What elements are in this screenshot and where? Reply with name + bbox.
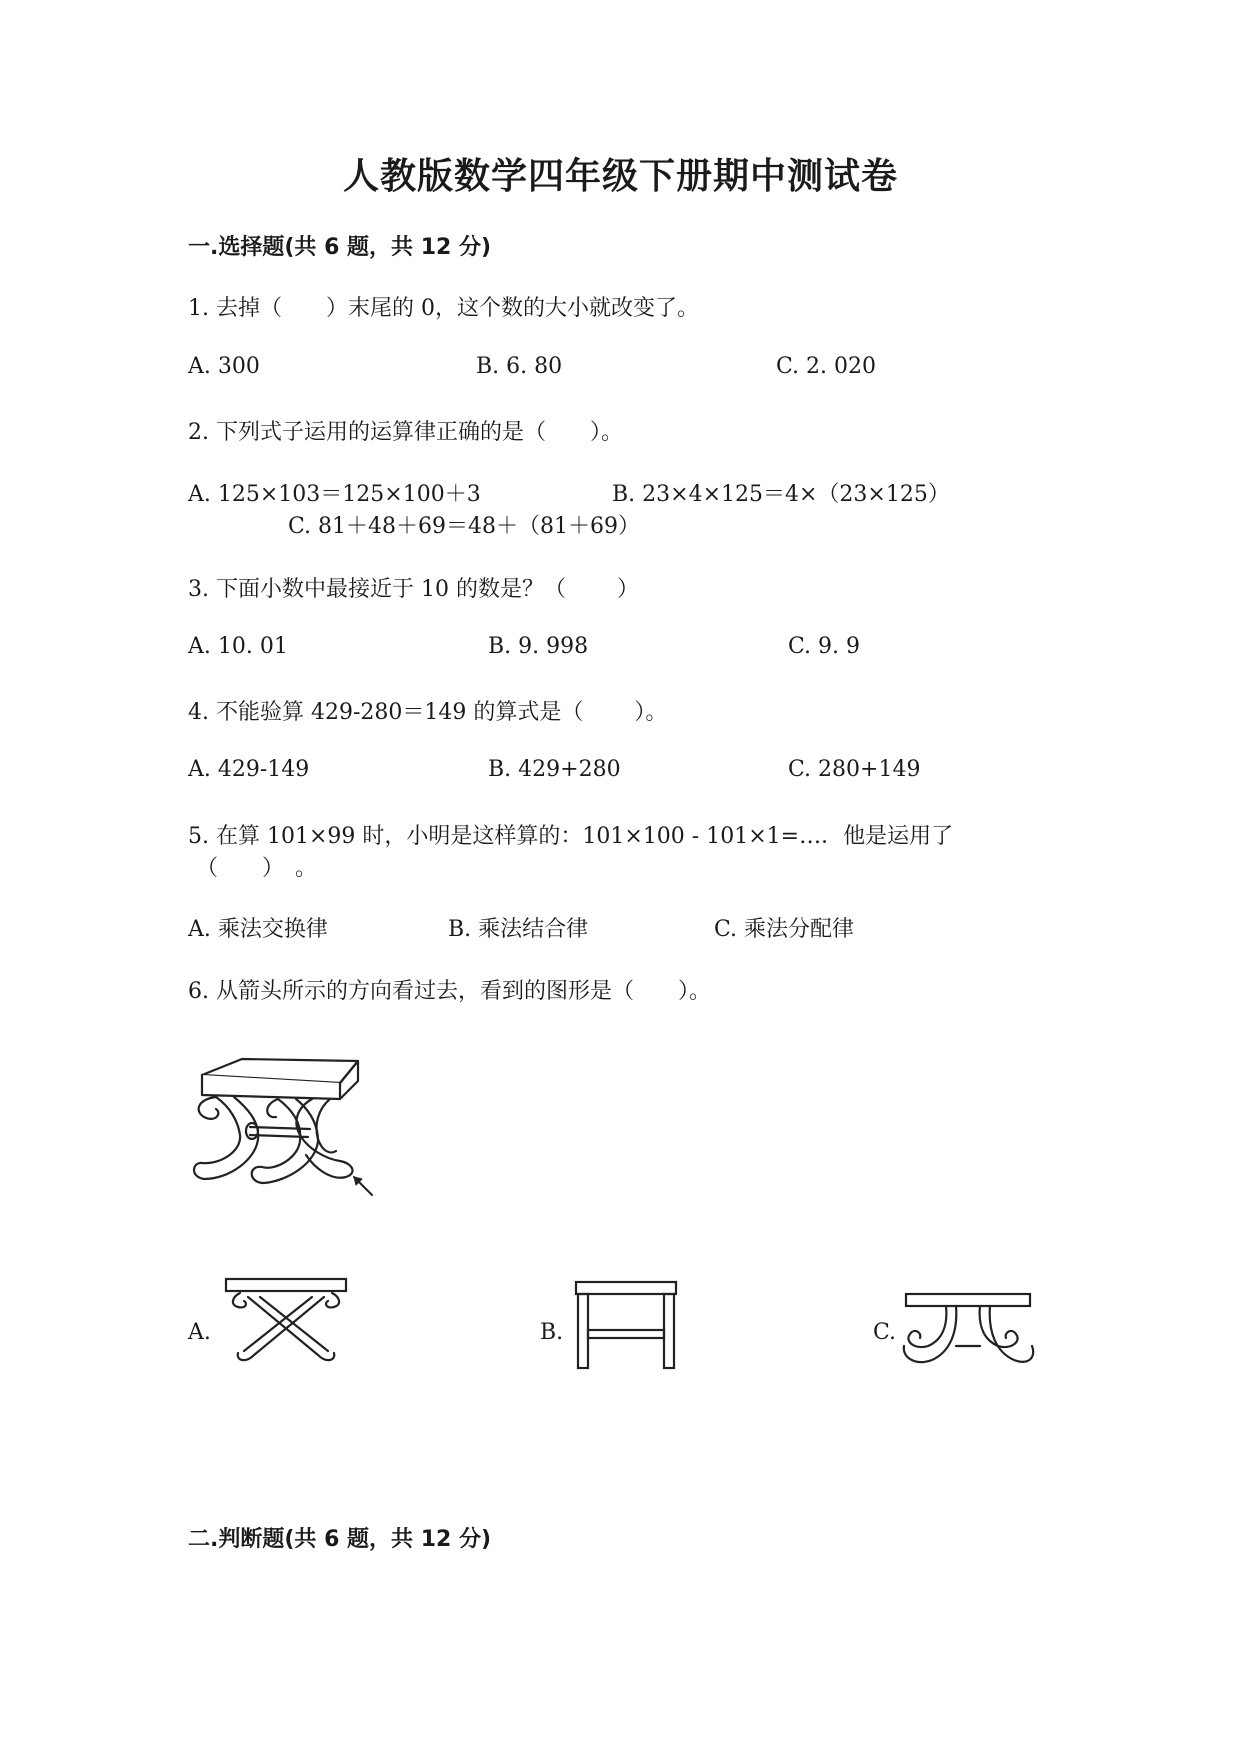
question-2-option-c: C. 81＋48＋69＝48＋（81＋69） xyxy=(288,514,641,539)
question-1-stem: 1. 去掉（ ）末尾的 0，这个数的大小就改变了。 xyxy=(188,296,699,321)
question-5-stem-line1: 5. 在算 101×99 时，小明是这样算的：101×100 - 101×1=…．他是运用了 xyxy=(188,824,954,849)
stool-perspective-figure xyxy=(190,1055,380,1205)
option-c-curved-legs-figure xyxy=(898,1290,1038,1376)
question-3-option-a: A. 10. 01 xyxy=(188,634,288,659)
question-2-option-a: A. 125×103＝125×100＋3 xyxy=(188,482,481,507)
question-5-option-b: B. 乘法结合律 xyxy=(448,917,589,942)
question-4-option-a: A. 429-149 xyxy=(188,757,310,782)
question-3-stem: 3. 下面小数中最接近于 10 的数是？（ ） xyxy=(188,577,639,602)
question-2-stem: 2. 下列式子运用的运算律正确的是（ ）。 xyxy=(188,420,623,445)
question-6-stem: 6. 从箭头所示的方向看过去，看到的图形是（ ）。 xyxy=(188,979,711,1004)
question-2-option-b: B. 23×4×125＝4×（23×125） xyxy=(612,482,950,507)
question-4-option-b: B. 429+280 xyxy=(488,757,621,782)
question-6-option-b: B. xyxy=(540,1320,564,1345)
question-5-option-c: C. 乘法分配律 xyxy=(714,917,855,942)
option-a-x-shape-figure xyxy=(222,1275,350,1373)
question-3-option-b: B. 9. 998 xyxy=(488,634,589,659)
question-5-stem-line2: （ ） 。 xyxy=(196,856,318,881)
question-3-option-c: C. 9. 9 xyxy=(788,634,861,659)
question-1-option-a: A. 300 xyxy=(188,354,260,379)
question-5-option-a: A. 乘法交换律 xyxy=(188,917,328,942)
question-1-option-b: B. 6. 80 xyxy=(476,354,563,379)
question-6-option-c: C. xyxy=(873,1320,897,1345)
page-title: 人教版数学四年级下册期中测试卷 xyxy=(342,156,898,197)
question-6-option-a: A. xyxy=(188,1320,211,1345)
section-heading-choice: 一.选择题(共 6 题，共 12 分) xyxy=(188,235,492,260)
section-heading-judgement: 二.判断题(共 6 题，共 12 分) xyxy=(188,1527,492,1552)
question-4-option-c: C. 280+149 xyxy=(788,757,921,782)
question-1-option-c: C. 2. 020 xyxy=(776,354,877,379)
question-4-stem: 4. 不能验算 429-280＝149 的算式是（ ）。 xyxy=(188,700,668,725)
option-b-rectangle-frame-figure xyxy=(572,1278,682,1374)
